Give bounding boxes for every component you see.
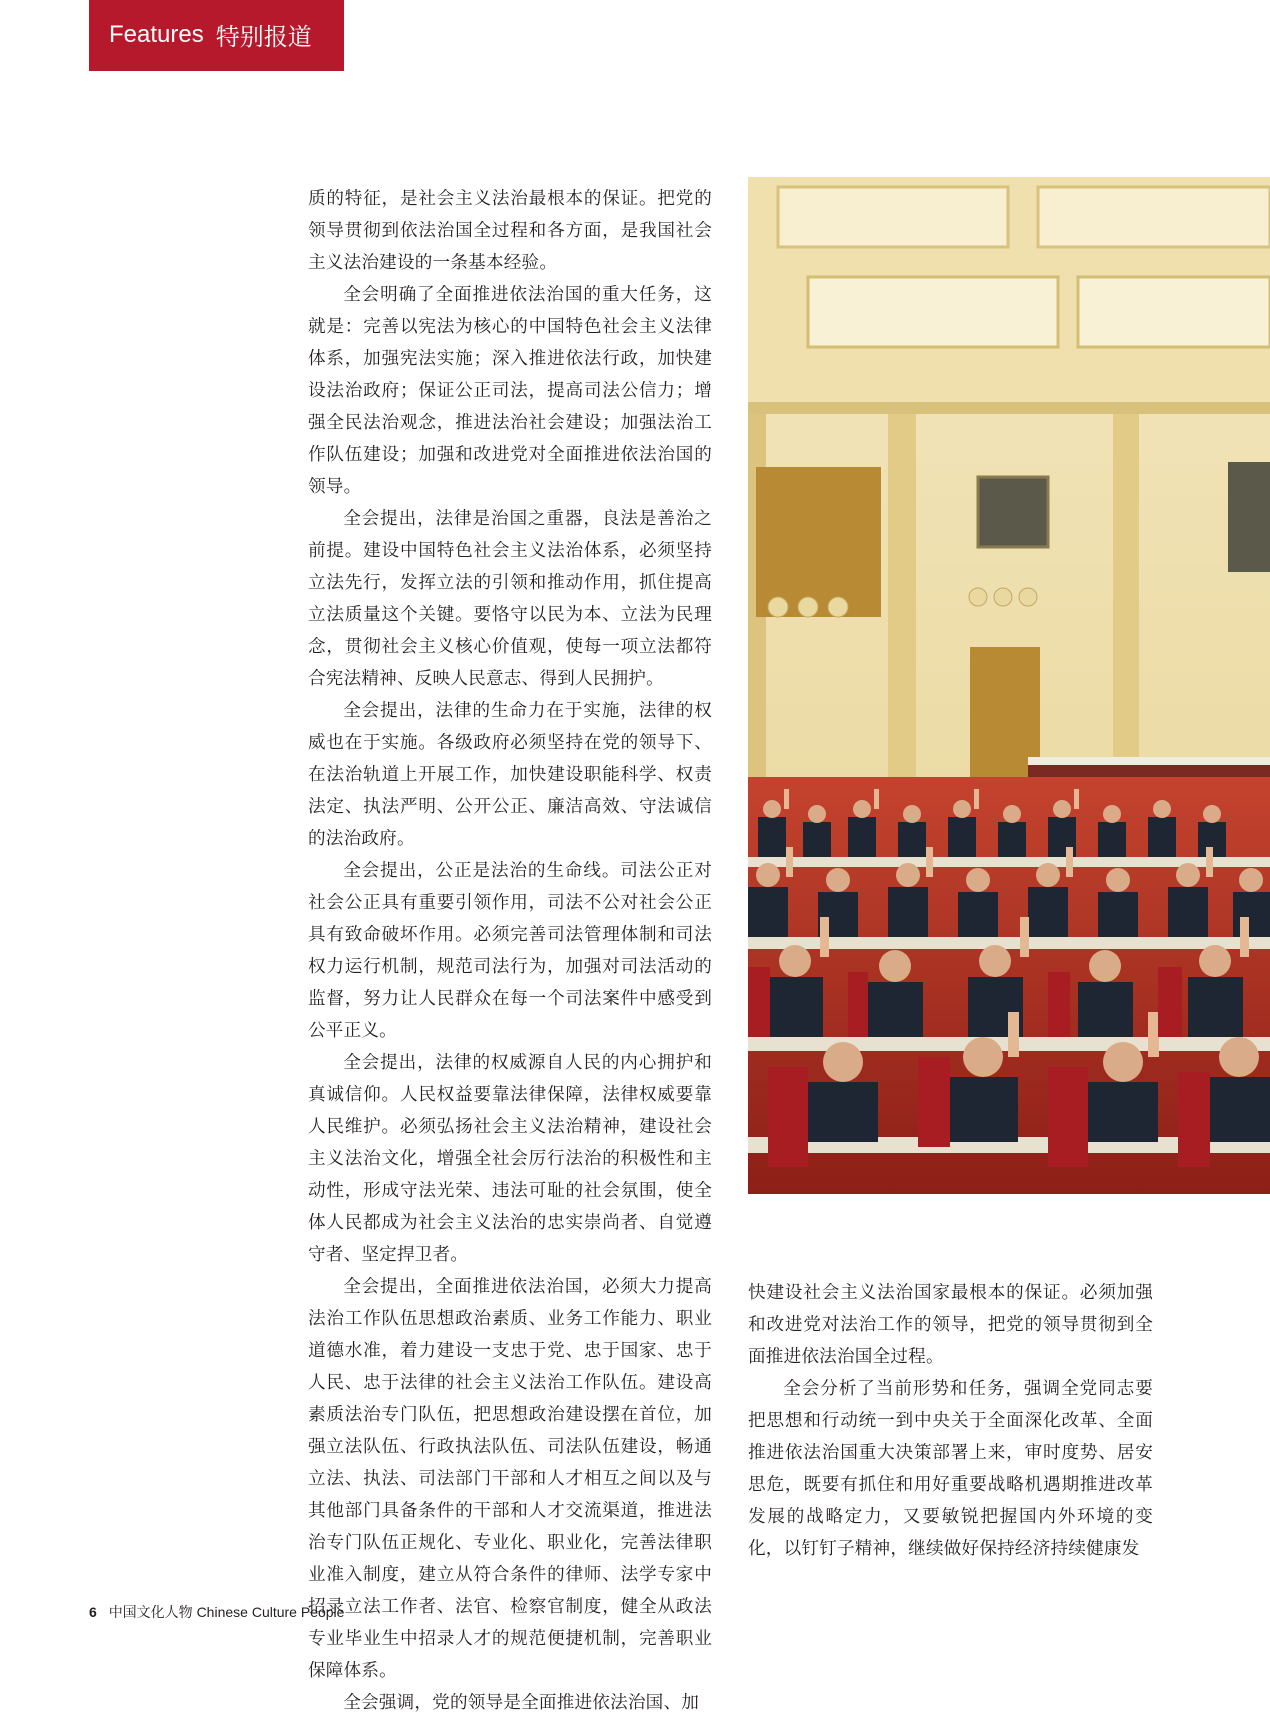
page-number: 6: [89, 1604, 97, 1620]
paragraph: 全会提出，公正是法治的生命线。司法公正对社会公正具有重要引领作用，司法不公对社会公正具有致命破坏作用。必须完善司法管理体制和司法权力运行机制，规范司法行为，加强对司法活动的监督，努力让人民群众在每一个司法案件中感受到公平正义。: [308, 861, 712, 1041]
plenary-session-photo: [748, 177, 1270, 1194]
paragraph: 全会提出，全面推进依法治国，必须大力提高法治工作队伍思想政治素质、业务工作能力、职业道德水准，着力建设一支忠于党、忠于国家、忠于人民、忠于法律的社会主义法治工作队伍。建设高素质法治专门队伍，把思想政治建设摆在首位，加强立法队伍、行政执法队伍、司法队伍建设，畅通立法、执法、司法部门干部和人才相互之间以及与其他部门具备条件的干部和人才交流渠道，推进法治专门队伍正规化、专业化、职业化，完善法律职业准入制度，建立从符合条件的律师、法学专家中招录立法工作者、法官、检察官制度，健全从政法专业毕业生中招录人才的规范便捷机制，完善职业保障体系。: [308, 1277, 712, 1681]
paragraph: 全会提出，法律的生命力在于实施，法律的权威也在于实施。各级政府必须坚持在党的领导下、在法治轨道上开展工作，加快建设职能科学、权责法定、执法严明、公开公正、廉洁高效、守法诚信的法治政府。: [308, 701, 712, 849]
article-column-left: [308, 183, 712, 1719]
article-column-right: [748, 1277, 1153, 1565]
page-footer: [89, 1602, 344, 1622]
paragraph: 全会分析了当前形势和任务，强调全党同志要把思想和行动统一到中央关于全面深化改革、全面推进依法治国重大决策部署上来，审时度势、居安思危，既要有抓住和用好重要战略机遇期推进改革发展的战略定力，又要敏锐把握国内外环境的变化，以钉钉子精神，继续做好保持经济持续健康发: [748, 1379, 1153, 1559]
paragraph: 全会提出，法律的权威源自人民的内心拥护和真诚信仰。人民权益要靠法律保障，法律权威要靠人民维护。必须弘扬社会主义法治精神，建设社会主义法治文化，增强全社会厉行法治的积极性和主动性，形成守法光荣、违法可耻的社会氛围，使全体人民都成为社会主义法治的忠实崇尚者、自觉遵守者、坚定捍卫者。: [308, 1053, 712, 1265]
paragraph: 快建设社会主义法治国家最根本的保证。必须加强和改进党对法治工作的领导，把党的领导贯彻到全面推进依法治国全过程。: [748, 1283, 1153, 1367]
section-header-tab: [89, 0, 344, 71]
section-title-zh: 特别报道: [215, 24, 312, 51]
paragraph: 全会明确了全面推进依法治国的重大任务，这就是：完善以宪法为核心的中国特色社会主义法律体系，加强宪法实施；深入推进依法行政，加快建设法治政府；保证公正司法，提高司法公信力；增强全民法治观念，推进法治社会建设；加强法治工作队伍建设；加强和改进党对全面推进依法治国的领导。: [308, 285, 712, 497]
publication-name: 中国文化人物 Chinese Culture People: [108, 1604, 345, 1620]
paragraph: 质的特征，是社会主义法治最根本的保证。把党的领导贯彻到依法治国全过程和各方面，是我国社会主义法治建设的一条基本经验。: [308, 189, 712, 273]
section-title-en: Features: [109, 20, 204, 48]
paragraph: 全会强调，党的领导是全面推进依法治国、加: [343, 1693, 700, 1713]
paragraph: 全会提出，法律是治国之重器，良法是善治之前提。建设中国特色社会主义法治体系，必须坚持立法先行，发挥立法的引领和推动作用，抓住提高立法质量这个关键。要恪守以民为本、立法为民理念，贯彻社会主义核心价值观，使每一项立法都符合宪法精神、反映人民意志、得到人民拥护。: [308, 509, 712, 689]
